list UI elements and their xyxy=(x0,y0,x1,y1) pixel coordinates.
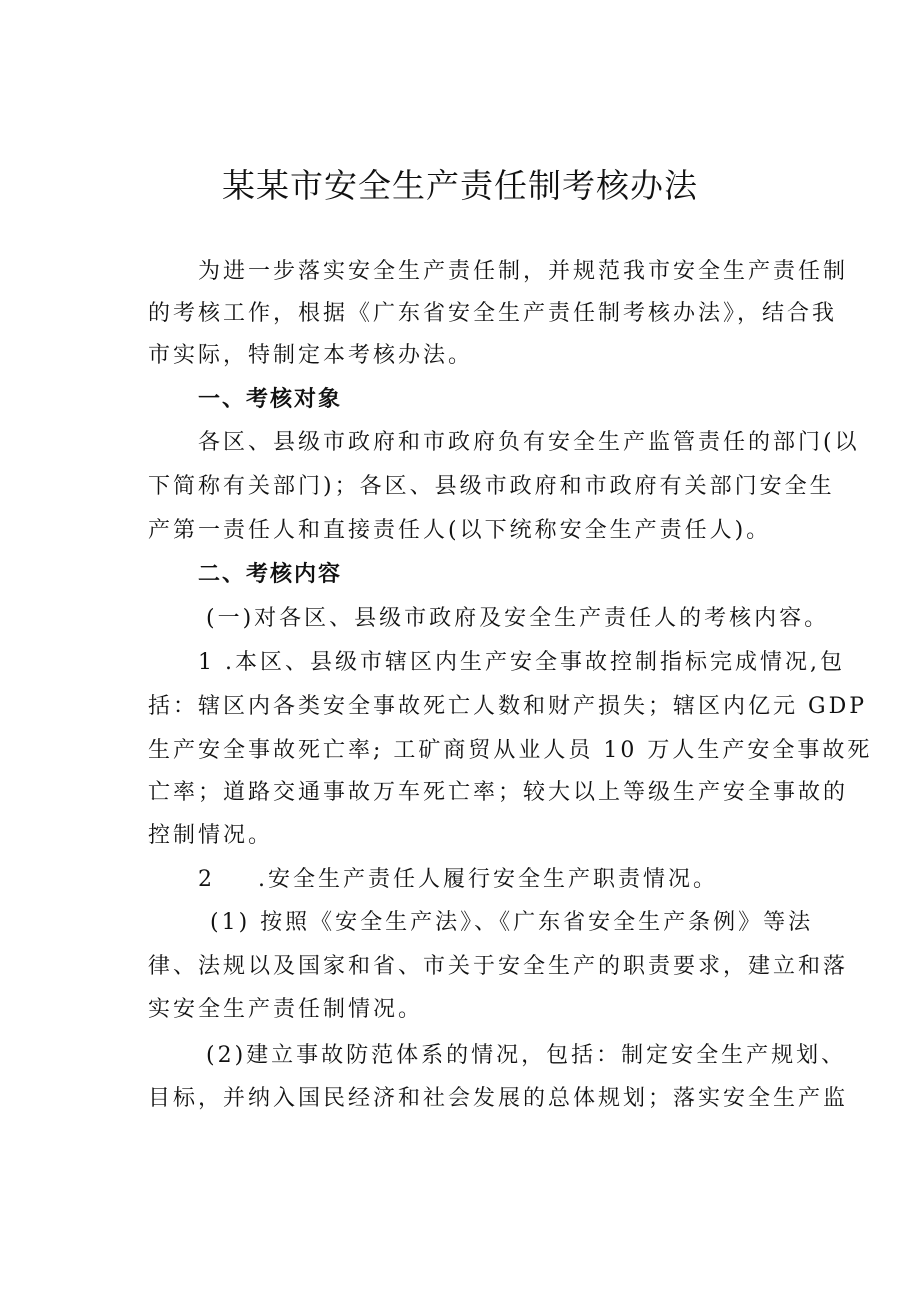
intro-line-1: 为进一步落实安全生产责任制，并规范我市安全生产责任制 xyxy=(198,259,849,284)
item2-number: 2 xyxy=(198,867,215,892)
sub-item1-line-3: 实安全生产责任制情况。 xyxy=(148,997,424,1022)
item1-line-5: 控制情况。 xyxy=(148,823,274,848)
section1-line-3: 产第一责任人和直接责任人(以下统称安全生产责任人)。 xyxy=(148,518,772,543)
document-title: 某某市安全生产责任制考核办法 xyxy=(222,166,698,205)
sub-item1-line-2: 律、法规以及国家和省、市关于安全生产的职责要求，建立和落 xyxy=(148,954,849,979)
section1-heading: 一、考核对象 xyxy=(198,387,343,412)
item1-line-1: 1 .本区、县级市辖区内生产安全事故控制指标完成情况,包 xyxy=(198,650,845,675)
section1-line-1: 各区、县级市政府和市政府负有安全生产监管责任的部门(以 xyxy=(198,430,860,455)
sub-item2-line-1: (2)建立事故防范体系的情况，包括：制定安全生产规划、 xyxy=(206,1043,847,1068)
sub-item2-line-2: 目标，并纳入国民经济和社会发展的总体规划；落实安全生产监 xyxy=(148,1086,849,1111)
section2-sub1: (一)对各区、县级市政府及安全生产责任人的考核内容。 xyxy=(206,606,830,631)
item1-line-4: 亡率；道路交通事故万车死亡率；较大以上等级生产安全事故的 xyxy=(148,780,849,805)
item2-text: .安全生产责任人履行安全生产职责情况。 xyxy=(258,867,718,892)
item1-line-2: 括：辖区内各类安全事故死亡人数和财产损失；辖区内亿元 GDP xyxy=(148,694,868,719)
section2-heading: 二、考核内容 xyxy=(198,562,343,587)
intro-line-2: 的考核工作，根据《广东省安全生产责任制考核办法》，结合我 xyxy=(148,301,838,326)
intro-line-3: 市实际，特制定本考核办法。 xyxy=(148,343,474,368)
item1-line-3: 生产安全事故死亡率; 工矿商贸从业人员 10 万人生产安全事故死 xyxy=(148,738,873,763)
sub-item1-line-1: (1) 按照《安全生产法》、《广东省安全生产条例》等法 xyxy=(210,910,814,935)
section1-line-2: 下简称有关部门)；各区、县级市政府和市政府有关部门安全生 xyxy=(148,474,835,499)
